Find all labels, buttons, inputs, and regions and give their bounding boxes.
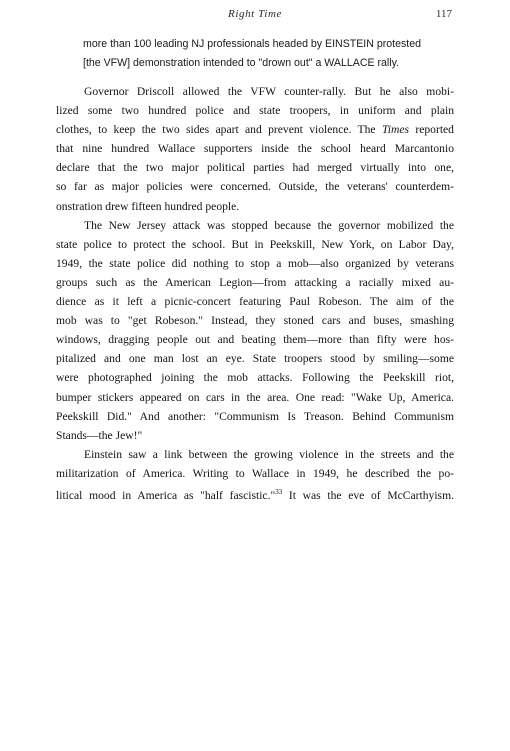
- text-line-part: clothes, to keep the two sides apart and prevent violence. The: [56, 123, 382, 137]
- text-line: [56, 483, 454, 505]
- running-title: Right Time: [228, 8, 282, 20]
- text-line: Stands—the Jew!": [56, 428, 143, 442]
- text-line: Einstein saw a link between the growing violence in the streets and the: [84, 447, 454, 461]
- quote-line: [the VFW] demonstration intended to "drown out" a WALLACE rally.: [83, 57, 400, 69]
- text-line: Peekskill Did." And another: "Communism Is Treason. Behind Communism: [56, 409, 454, 423]
- text-line: The New Jersey attack was stopped because the governor mobilized the: [84, 218, 454, 232]
- text-line: bumper stickers appeared on cars in the area. One read: "Wake Up, America.: [56, 390, 454, 404]
- block-quote: [83, 35, 445, 73]
- text-line-part: It was the eve of McCarthyism.: [282, 488, 454, 502]
- text-line: pitalized and one man lost an eye. State troopers stood by smiling—some: [56, 352, 454, 366]
- text-line: that nine hundred Wallace supporters inside the school heard Marcantonio: [56, 142, 454, 156]
- text-line-part: reported: [409, 123, 454, 137]
- text-line: windows, dragging people out and beating them—more than fifty were hos-: [56, 333, 454, 347]
- paragraph-3: [56, 445, 454, 505]
- paragraph-2: [56, 216, 454, 445]
- text-line: Governor Driscoll allowed the VFW counter-rally. But he also mobi-: [84, 85, 454, 98]
- quote-line: more than 100 leading NJ professionals headed by EINSTEIN protested: [83, 38, 422, 50]
- text-line: were photographed joining the mob attacks. Following the Peekskill riot,: [56, 371, 454, 385]
- text-line: dience as it left a picnic-concert featuring Paul Robeson. The aim of the: [56, 295, 454, 309]
- text-line: 1949, the state police did nothing to stop a mob—also organized by veterans: [56, 256, 454, 270]
- text-line: groups such as the American Legion—from attacking a racially mixed au-: [56, 275, 454, 289]
- running-head: [56, 8, 454, 24]
- paragraph-1: [56, 82, 454, 216]
- text-line: militarization of America. Writing to Wallace in 1949, he described the po-: [56, 466, 454, 480]
- text-line: state police to protect the school. But in Peekskill, New York, on Labor Day,: [56, 237, 454, 251]
- text-line: mob was to "get Robeson." Instead, they stoned cars and buses, smashing: [56, 314, 454, 328]
- body-text: [56, 82, 454, 505]
- footnote-marker: 33: [275, 487, 283, 496]
- newspaper-title: Times: [381, 123, 409, 137]
- text-line: onstration drew fifteen hundred people.: [56, 199, 240, 213]
- text-line-part: litical mood in America as "half fascistic.": [56, 488, 276, 502]
- text-line: [56, 120, 454, 139]
- text-line: declare that the two major political parties had merged virtually into one,: [56, 161, 454, 175]
- page-number: 117: [435, 8, 452, 20]
- text-line: lized some two hundred police and state troopers, in uniform and plain: [56, 104, 454, 118]
- text-line: so far as major policies were concerned. Outside, the veterans' counterdem-: [56, 180, 454, 194]
